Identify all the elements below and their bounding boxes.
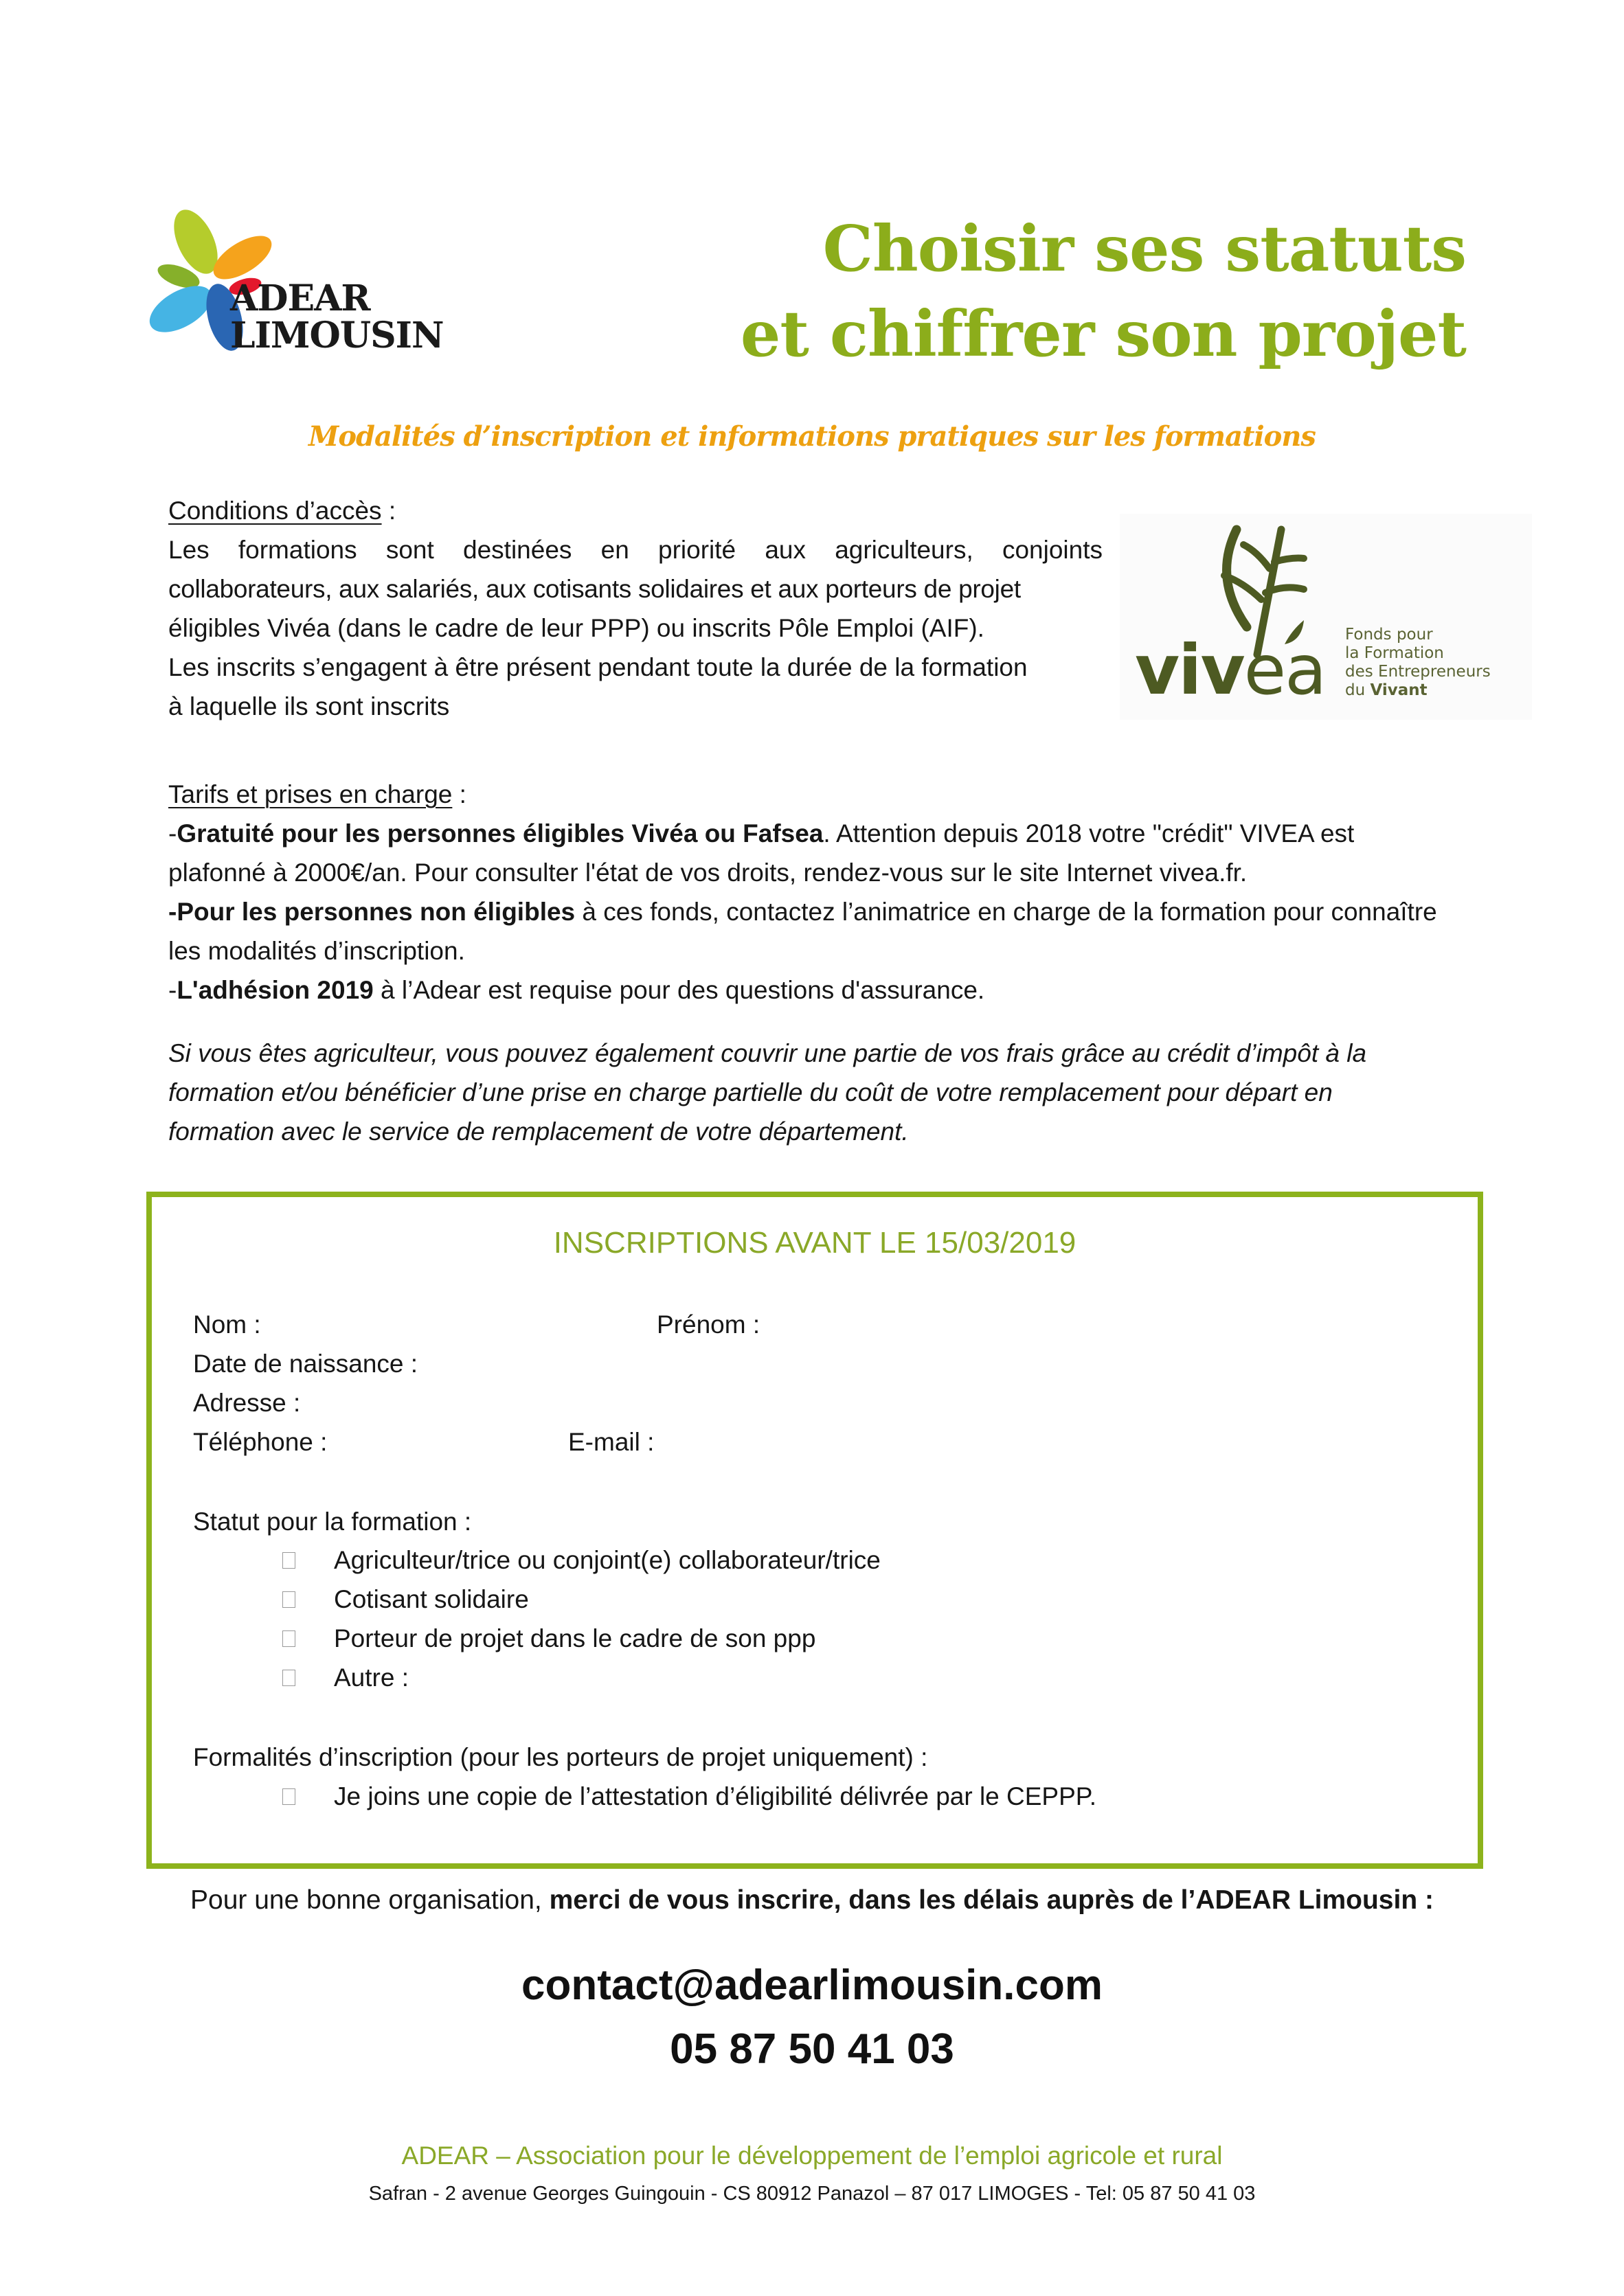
date-naissance-field[interactable]: Date de naissance : [193,1350,418,1378]
tarifs-p1-bold: Gratuité pour les personnes éligibles Vivéa ou Fafsea [177,819,824,848]
statut-option-autre[interactable] [282,1663,409,1692]
conditions-heading-suffix: : [381,497,396,525]
telephone-field[interactable]: Téléphone : [193,1428,328,1456]
adear-limousin-logo [141,192,457,364]
tarifs-p1-rest: . Attention depuis 2018 votre "crédit" VIVEA est [823,819,1355,848]
tax-credit-note [168,1034,1487,1151]
page-subtitle: Modalités d’inscription et informations pratiques sur les formations [308,420,1316,453]
contact-email[interactable]: contact@adearlimousin.com [521,1962,1103,2009]
adresse-field[interactable]: Adresse : [193,1389,301,1417]
conditions-line: à laquelle ils sont inscrits [168,692,450,720]
tarifs-p2-rest: à ces fonds, contactez l’animatrice en charge de la formation pour connaître [575,898,1437,926]
checkbox[interactable] [282,1552,295,1569]
tarifs-section [168,775,1487,1010]
statut-option-cotisant[interactable] [282,1585,529,1614]
statut-label: Statut pour la formation : [193,1508,472,1536]
vivea-tagline-4 [1345,681,1491,700]
instructions-regular: Pour une bonne organisation, [190,1885,550,1915]
logo-line1: ADEAR [230,277,370,319]
checkbox[interactable] [282,1788,295,1805]
vivea-logo [1120,514,1532,720]
vivea-wordmark-light: ea [1243,630,1326,710]
footer-organization: ADEAR – Association pour le développement de l’emploi agricole et rural [401,2141,1223,2170]
statut-option-label: Agriculteur/trice ou conjoint(e) collaborateur/trice [334,1546,881,1574]
vivea-tagline [1345,626,1491,700]
tarifs-p3-bold: L'adhésion 2019 [177,976,374,1004]
conditions-line: éligibles Vivéa (dans le cadre de leur PPP) ou inscrits Pôle Emploi (AIF). [168,614,984,642]
formalites-option-attestation[interactable] [282,1782,1096,1811]
nom-field[interactable]: Nom : [193,1310,261,1339]
registration-deadline-title: INSCRIPTIONS AVANT LE 15/03/2019 [553,1226,1076,1260]
logo-wordmark [230,277,444,356]
instructions-bold: merci de vous inscrire, dans les délais auprès de l’ADEAR Limousin : [549,1885,1434,1915]
tarifs-p2-bold: -Pour les personnes non éligibles [168,898,576,926]
contact-phone[interactable]: 05 87 50 41 03 [670,2025,954,2073]
checkbox[interactable] [282,1591,295,1608]
tarifs-p1-line2: plafonné à 2000€/an. Pour consulter l'état de vos droits, rendez-vous sur le site Internet vivea.fr. [168,859,1248,887]
tarifs-p1-dash: - [168,819,177,848]
vivea-tagline-3: des Entrepreneurs [1345,663,1491,681]
vivea-tagline-4-bold: Vivant [1370,681,1428,699]
email-field[interactable]: E-mail : [568,1428,655,1456]
formalites-option-label: Je joins une copie de l’attestation d’éligibilité délivrée par le CEPPP. [334,1782,1096,1810]
tarifs-heading-suffix: : [452,780,466,808]
prenom-field[interactable]: Prénom : [657,1310,760,1339]
vivea-tagline-4-prefix: du [1345,681,1371,699]
tarifs-p3-rest: à l’Adear est requise pour des questions d'assurance. [373,976,985,1004]
tarifs-heading: Tarifs et prises en charge [168,780,453,808]
statut-option-agriculteur[interactable] [282,1546,881,1575]
tarifs-paragraph-1 [168,814,1487,853]
footer-address: Safran - 2 avenue Georges Guingouin - CS 80912 Panazol – 87 017 LIMOGES - Tel: 05 87 50 41 03 [368,2183,1256,2205]
conditions-heading-row [168,491,1103,530]
vivea-wordmark-bold: viv [1135,630,1244,710]
vivea-wordmark [1135,630,1326,710]
registration-instructions [0,1885,1624,1916]
statut-option-porteur[interactable] [282,1624,815,1653]
conditions-line: Les inscrits s’engagent à être présent pendant toute la durée de la formation [168,653,1028,681]
statut-option-label: Porteur de projet dans le cadre de son ppp [334,1624,816,1652]
tarifs-p3-dash: - [168,976,177,1004]
tarifs-paragraph-3 [168,970,1487,1010]
note-line: formation avec le service de remplacement de votre département. [168,1117,909,1146]
conditions-heading: Conditions d’accès [168,497,382,525]
checkbox[interactable] [282,1670,295,1686]
note-line: formation et/ou bénéficier d’une prise en charge partielle du coût de votre remplacement pour départ en [168,1078,1333,1106]
statut-option-label: Cotisant solidaire [334,1585,529,1613]
vivea-tagline-2: la Formation [1345,644,1444,662]
conditions-line: collaborateurs, aux salariés, aux cotisants solidaires et aux porteurs de projet [168,575,1021,603]
formalites-label: Formalités d’inscription (pour les porteurs de projet uniquement) : [193,1743,928,1771]
vivea-tagline-1: Fonds pour [1345,626,1433,644]
tarifs-p2-line2: les modalités d’inscription. [168,937,465,965]
title-line1: Choisir ses statuts [822,212,1466,286]
tarifs-heading-row [168,775,1487,814]
checkbox[interactable] [282,1630,295,1647]
note-line: Si vous êtes agriculteur, vous pouvez également couvrir une partie de vos frais grâce au crédit d’impôt à la [168,1039,1367,1067]
logo-line2: LIMOUSIN [230,315,444,356]
tarifs-paragraph-2 [168,892,1487,931]
registration-form-box [146,1192,1483,1869]
statut-option-label: Autre : [334,1663,409,1692]
page-title [741,206,1466,376]
title-line2: et chiffrer son projet [740,297,1466,371]
conditions-section [168,491,1103,726]
conditions-line: Les formations sont destinées en priorité aux agriculteurs, conjoints [168,536,1103,564]
